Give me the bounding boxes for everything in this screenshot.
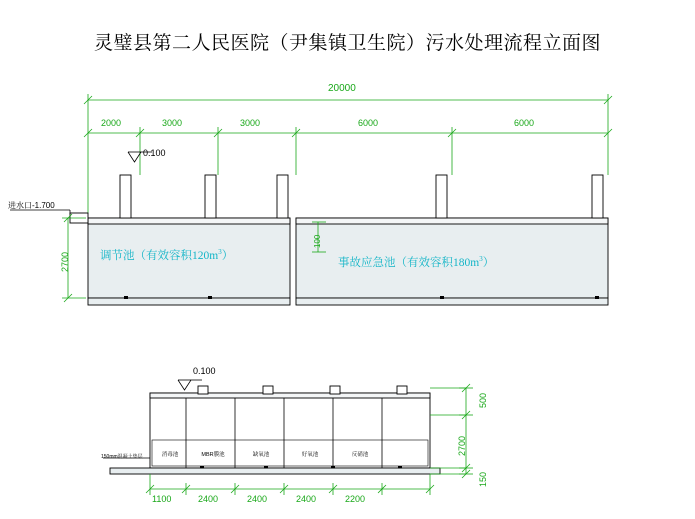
tank-2-label-text: 事故应急池（有效容积180m <box>338 257 480 269</box>
tank-1-label-text: 调节池（有效容积120m <box>100 250 219 262</box>
overall-dimension-label: 20000 <box>328 83 356 94</box>
lower-cell-5-label: 反硝池 <box>351 452 369 458</box>
lower-dimension-2: 2400 <box>198 494 219 504</box>
lower-right-dimension-2: 2700 <box>457 435 467 456</box>
lower-right-dimensions <box>430 388 473 474</box>
lower-right-dimension-3: 150 <box>478 471 488 487</box>
lower-elevation-label: 0.100 <box>193 366 216 376</box>
lower-dimension-4: 2400 <box>296 494 317 504</box>
lower-dimension-5: 2200 <box>345 494 366 504</box>
lower-dimension-1: 1100 <box>152 494 172 504</box>
tank-2-label-sup: 3 <box>479 255 483 264</box>
lower-bottom-dimensions <box>150 474 430 495</box>
lower-cell-3-label: 缺氧池 <box>252 452 270 458</box>
lower-dimension-3: 2400 <box>247 494 268 504</box>
upper-risers <box>120 175 603 218</box>
upper-dimension-lines <box>88 94 608 214</box>
tank-1-label-sup: 3 <box>218 248 222 257</box>
tank-1-label-tail: ） <box>221 250 234 262</box>
segment-dimension-1: 2000 <box>101 118 122 128</box>
segment-dimension-3: 3000 <box>240 118 261 128</box>
lower-right-dimension-1: 500 <box>478 392 488 408</box>
lower-cell-4-label: 好氧池 <box>301 452 319 458</box>
tank-1-label <box>100 247 233 263</box>
tank-2-label <box>338 254 494 270</box>
segment-dimension-5: 6000 <box>514 118 535 128</box>
lower-plan-structure <box>110 393 440 474</box>
segment-dimension-4: 6000 <box>358 118 379 128</box>
page-title: 灵璧县第二人民医院（尹集镇卫生院）污水处理流程立面图 <box>93 33 601 54</box>
wall-thickness-label: 100 <box>313 234 322 248</box>
segment-dimension-2: 3000 <box>162 118 183 128</box>
inlet-label: 进水口-1.700 <box>8 201 55 210</box>
pipe-note-label: 150mm混凝土垫层 <box>101 454 143 460</box>
lower-cell-2-label: MBR膜池 <box>201 452 225 458</box>
upper-height-label: 2700 <box>60 251 70 272</box>
upper-elevation-label: 0.100 <box>143 148 166 158</box>
tank-2-label-tail: ） <box>482 257 495 269</box>
lower-cell-1-label: 消毒池 <box>161 452 179 458</box>
